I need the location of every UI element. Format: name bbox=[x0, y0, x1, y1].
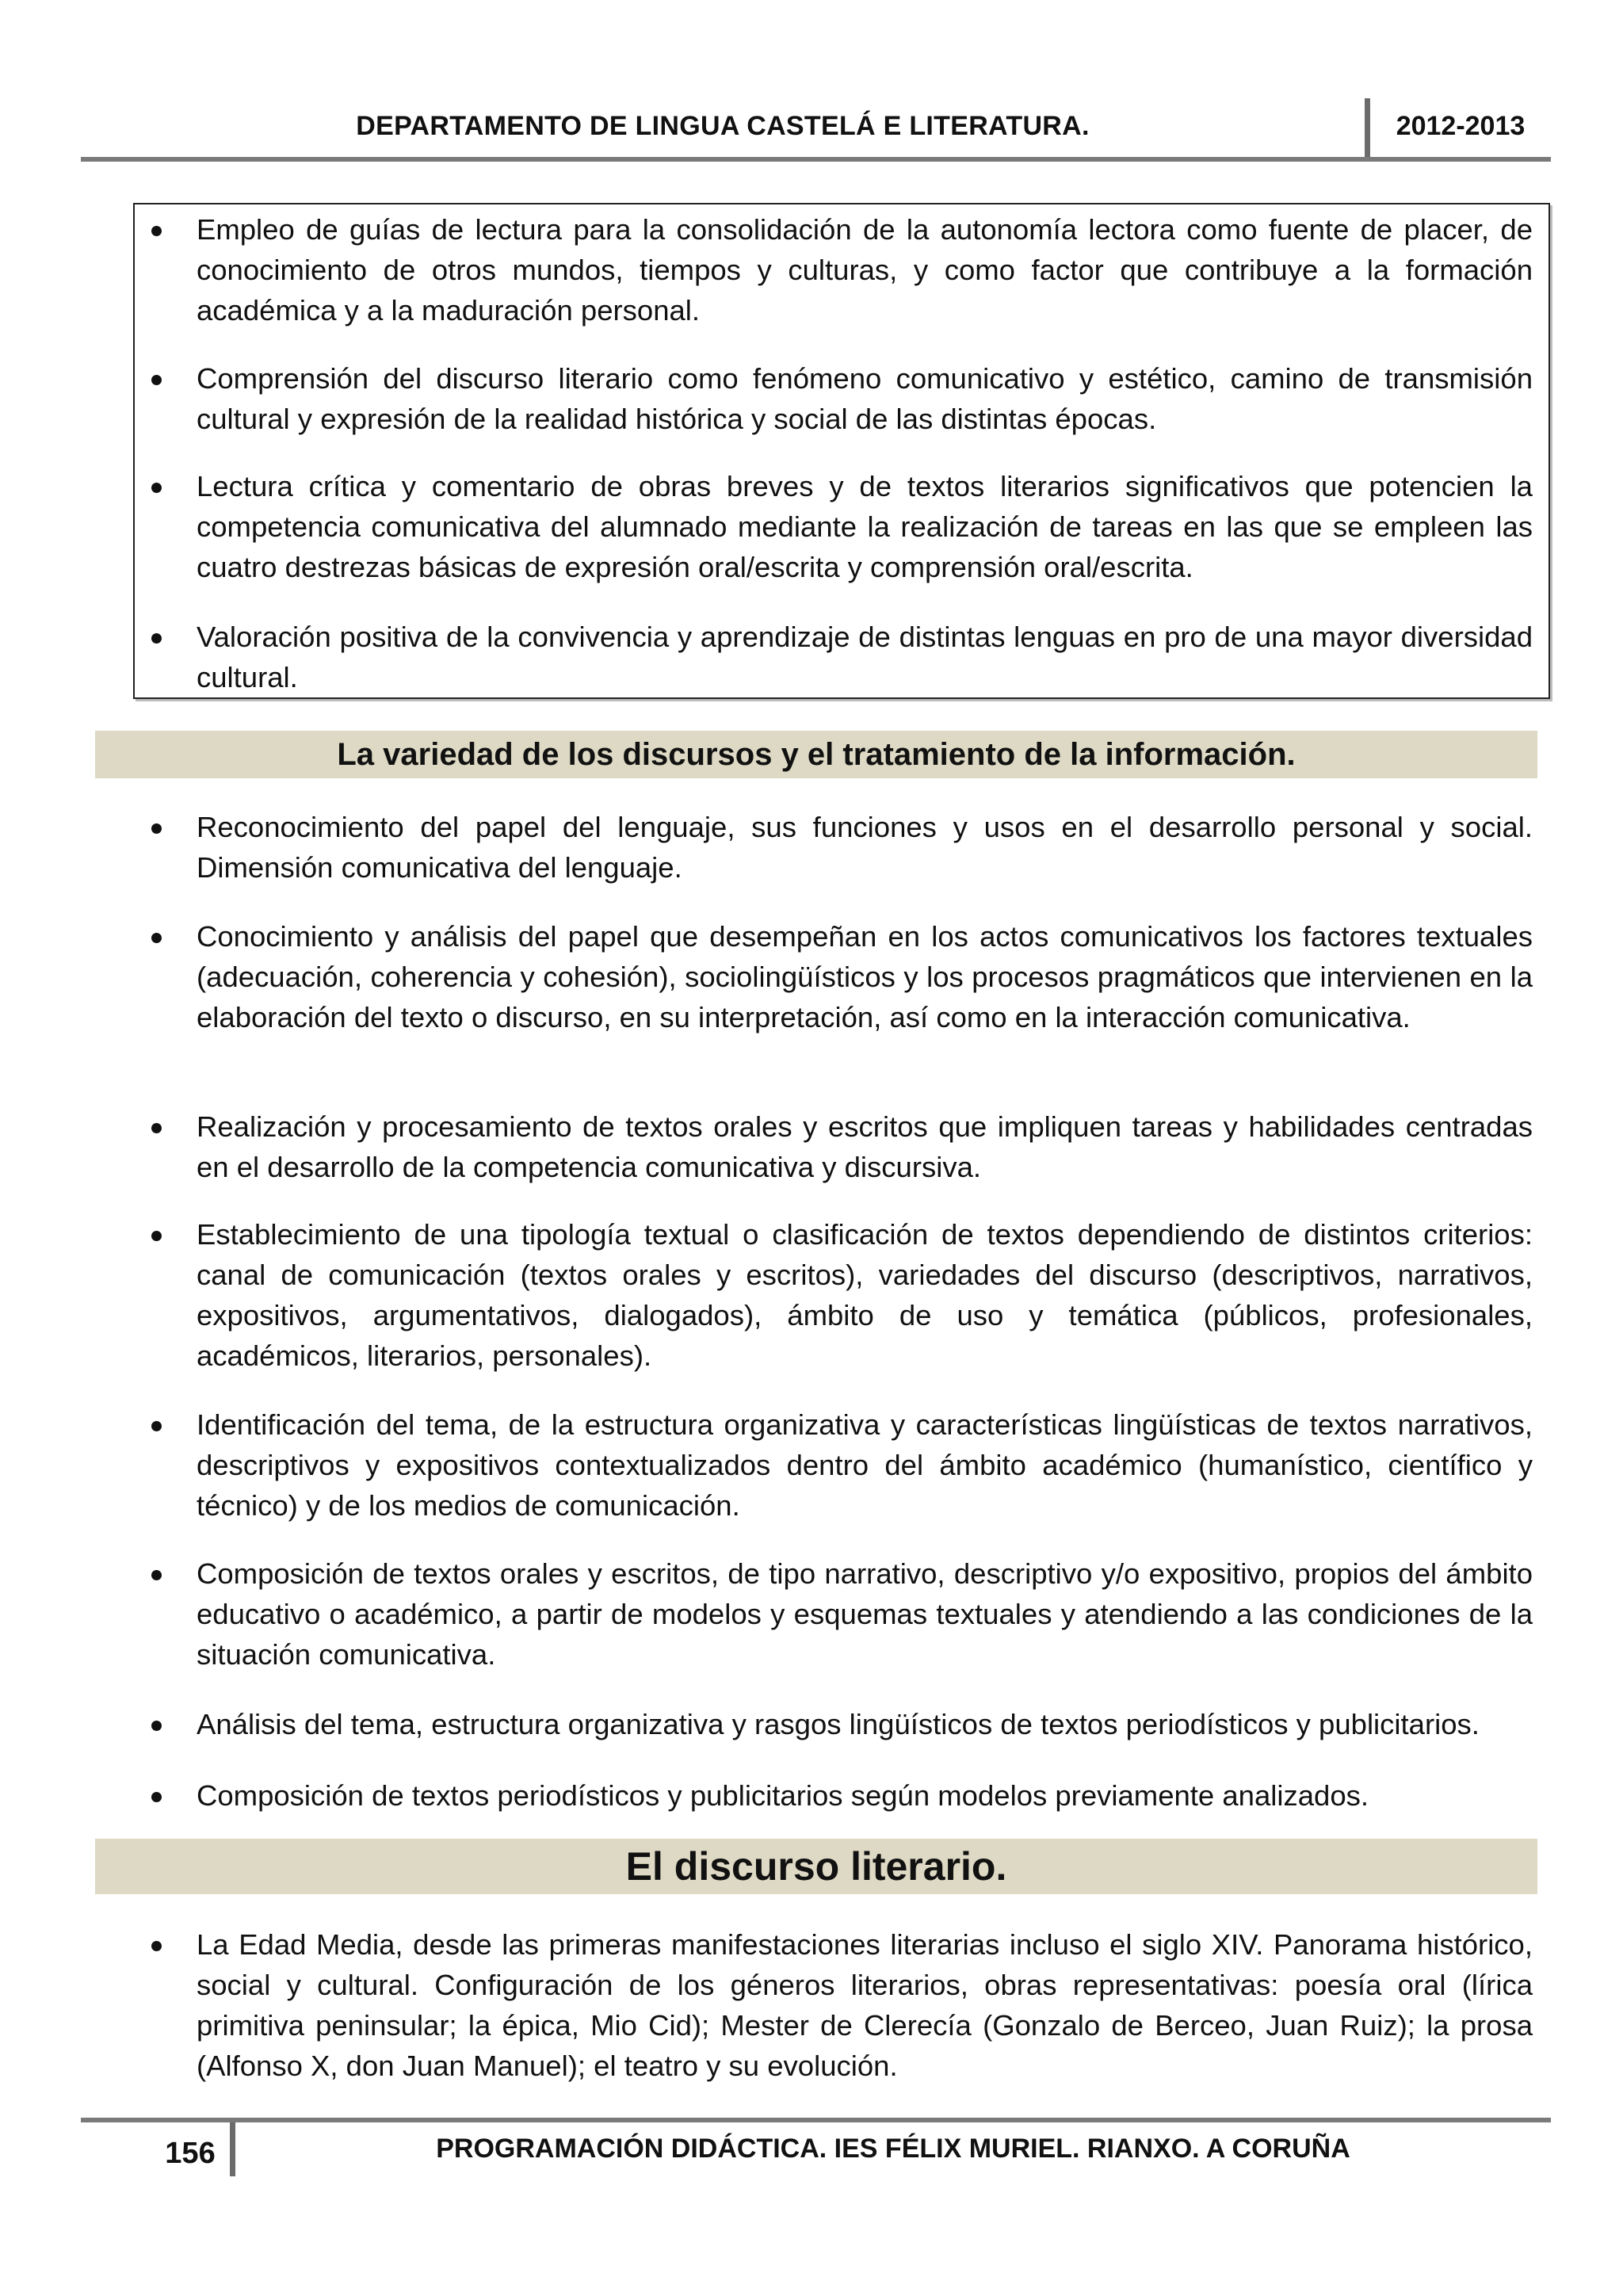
list-item-text: Comprensión del discurso literario como fenómeno comunicativo y estético, camino de transmisión cultural y expresión de la realidad histórica y social de las distintas épocas. bbox=[197, 362, 1533, 435]
list-item bbox=[197, 617, 1533, 697]
list-item-text: Reconocimiento del papel del lenguaje, sus funciones y usos en el desarrollo personal y social. Dimensión comunicativa del lenguaje. bbox=[197, 811, 1533, 884]
list-item bbox=[197, 916, 1533, 1037]
bullet-icon bbox=[151, 1792, 162, 1802]
list-item bbox=[197, 1775, 1533, 1816]
header-title: DEPARTAMENTO DE LINGUA CASTELÁ E LITERATURA. bbox=[356, 111, 1090, 141]
bullet-icon bbox=[151, 226, 162, 236]
bullet-icon bbox=[151, 1570, 162, 1580]
list-item bbox=[197, 1924, 1533, 2086]
list-item-text: Empleo de guías de lectura para la consolidación de la autonomía lectora como fuente de placer, de conocimiento de otros mundos, tiempos y culturas, y como factor que contribuye a la formación académica y a la maduración personal. bbox=[197, 213, 1533, 327]
list-item bbox=[197, 1106, 1533, 1187]
footer-rule bbox=[81, 2118, 1551, 2122]
footer-separator bbox=[230, 2122, 235, 2176]
list-item-text: Composición de textos periodísticos y publicitarios según modelos previamente analizados. bbox=[197, 1779, 1369, 1812]
list-item-text: Análisis del tema, estructura organizativa y rasgos lingüísticos de textos periodísticos y publicitarios. bbox=[197, 1708, 1480, 1740]
bullet-icon bbox=[151, 483, 162, 493]
list-item bbox=[197, 1214, 1533, 1376]
list-item bbox=[197, 358, 1533, 439]
list-item bbox=[197, 1553, 1533, 1675]
bullet-icon bbox=[151, 1721, 162, 1731]
list-item-text: Valoración positiva de la convivencia y aprendizaje de distintas lenguas en pro de una mayor diversidad cultural. bbox=[197, 621, 1533, 693]
bullet-icon bbox=[151, 1123, 162, 1133]
header-separator bbox=[1365, 98, 1370, 160]
list-item-text: Composición de textos orales y escritos, de tipo narrativo, descriptivo y/o expositivo, propios del ámbito educativo o académico, a partir de modelos y esquemas textuales y atendiendo a las condiciones de la situación comunicativa. bbox=[197, 1557, 1533, 1671]
list-item-text: La Edad Media, desde las primeras manifestaciones literarias incluso el siglo XIV. Panorama histórico, social y cultural. Configuración de los géneros literarios, obras representativas: poesía oral (lírica primitiva peninsular; la épica, Mio Cid); Mester de Clerecía (Gonzalo de Berceo, Juan Ruiz); la prosa (Alfonso X, don Juan Manuel); el teatro y su evolución. bbox=[197, 1928, 1533, 2082]
bullet-icon bbox=[151, 633, 162, 644]
page-number: 156 bbox=[165, 2137, 216, 2170]
bullet-icon bbox=[151, 933, 162, 943]
section-heading-discursos: La variedad de los discursos y el tratamiento de la información. bbox=[95, 731, 1537, 778]
list-item bbox=[197, 1704, 1533, 1744]
list-item bbox=[197, 807, 1533, 888]
list-item bbox=[197, 1404, 1533, 1526]
list-item-text: Lectura crítica y comentario de obras breves y de textos literarios significativos que potencien la competencia comunicativa del alumnado mediante la realización de tareas en las que se empleen las cuatro destrezas básicas de expresión oral/escrita y comprensión oral/escrita. bbox=[197, 470, 1533, 583]
bullet-icon bbox=[151, 1231, 162, 1241]
bullet-icon bbox=[151, 823, 162, 834]
bullet-icon bbox=[151, 375, 162, 385]
list-item bbox=[197, 466, 1533, 587]
list-item-text: Establecimiento de una tipología textual o clasificación de textos dependiendo de distintos criterios: canal de comunicación (textos orales y escritos), variedades del discurso (descriptivos, narrativos, expositivos, argumentativos, dialogados), ámbito de uso y temática (públicos, profesionales, académicos, literarios, personales). bbox=[197, 1218, 1533, 1372]
footer-text: PROGRAMACIÓN DIDÁCTICA. IES FÉLIX MURIEL. RIANXO. A CORUÑA bbox=[436, 2134, 1350, 2164]
section-heading-discurso-literario: El discurso literario. bbox=[95, 1839, 1537, 1894]
list-item bbox=[197, 209, 1533, 330]
list-item-text: Conocimiento y análisis del papel que desempeñan en los actos comunicativos los factores textuales (adecuación, coherencia y cohesión), sociolingüísticos y los procesos pragmáticos que intervienen en la elaboración del texto o discurso, en su interpretación, así como en la interacción comunicativa. bbox=[197, 920, 1533, 1033]
header-year: 2012-2013 bbox=[1396, 111, 1526, 141]
list-item-text: Realización y procesamiento de textos orales y escritos que impliquen tareas y habilidades centradas en el desarrollo de la competencia comunicativa y discursiva. bbox=[197, 1110, 1533, 1183]
header-rule bbox=[81, 157, 1551, 162]
list-item-text: Identificación del tema, de la estructura organizativa y características lingüísticas de textos narrativos, descriptivos y expositivos contextualizados dentro del ámbito académico (humanístico, científico y técnico) y de los medios de comunicación. bbox=[197, 1408, 1533, 1522]
page-header bbox=[81, 98, 1551, 160]
bullet-icon bbox=[151, 1421, 162, 1431]
bullet-icon bbox=[151, 1941, 162, 1951]
